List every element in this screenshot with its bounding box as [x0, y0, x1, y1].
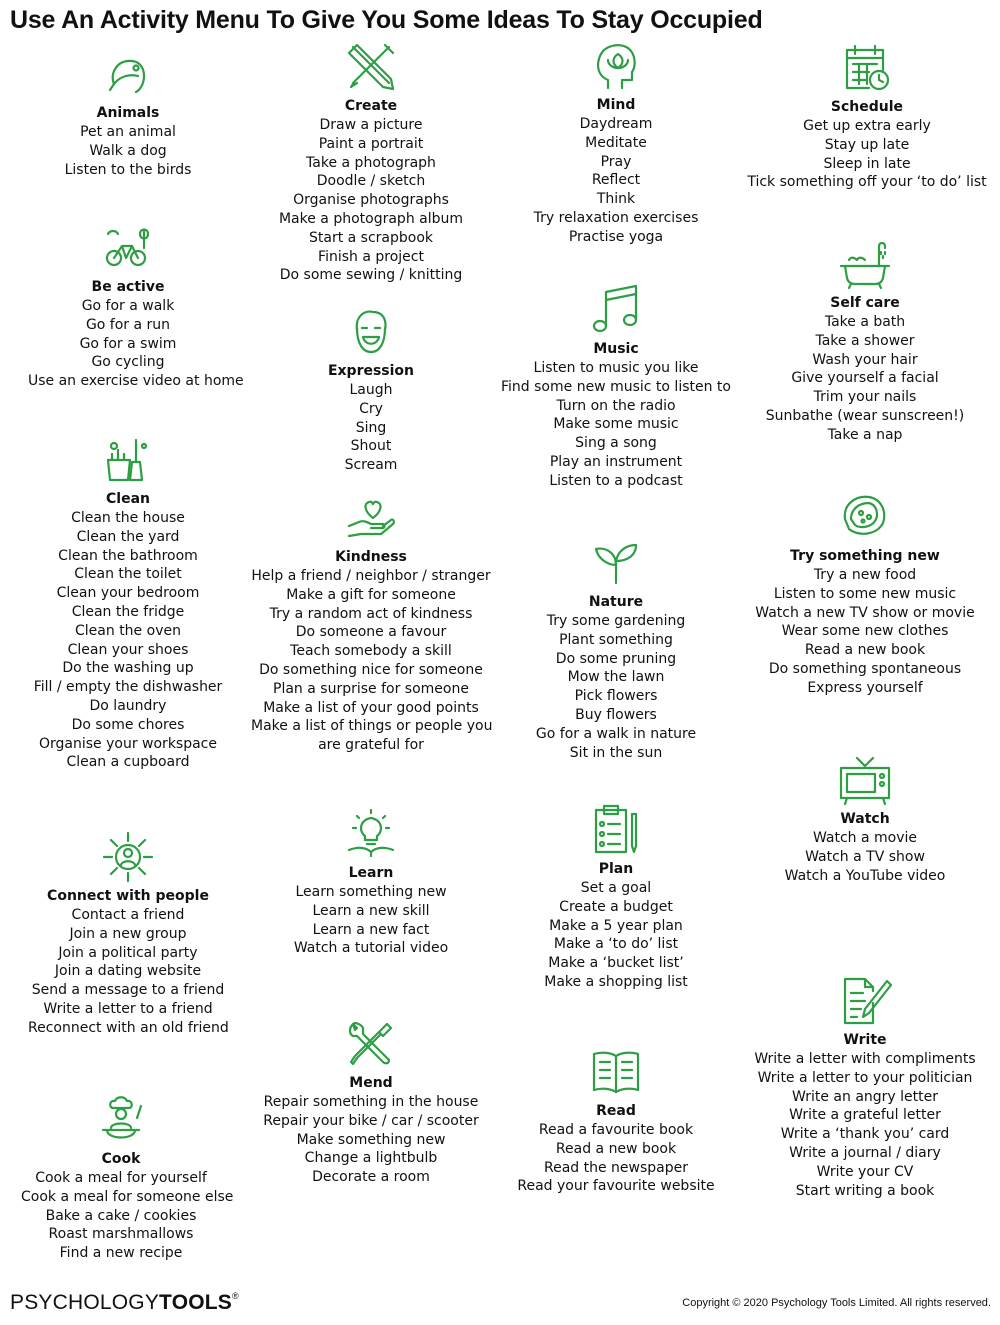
list-item: Make a gift for someone [286, 586, 456, 603]
category-expression [251, 304, 491, 475]
category-title: Be active [91, 279, 165, 295]
list-item: Clean a cupboard [66, 754, 190, 771]
list-item: Go for a walk [81, 298, 175, 314]
category-learn [251, 806, 491, 958]
category-connect-with-people [28, 829, 228, 1038]
list-item: Pray [600, 153, 632, 170]
list-item: Make a 5 year plan [549, 917, 683, 934]
list-item: Repair something in the house [263, 1094, 479, 1110]
list-item: Make a list of your good points [263, 699, 479, 716]
clipboard-icon [588, 802, 644, 858]
category-write [745, 973, 985, 1200]
list-item: Find a new recipe [59, 1245, 183, 1262]
list-item: Write a ‘thank you’ card [780, 1126, 950, 1143]
list-item: Write a journal / diary [789, 1144, 941, 1161]
bicycle-icon [100, 220, 156, 276]
list-item: Decorate a room [312, 1169, 430, 1186]
list-item: Reconnect with an old friend [28, 1019, 229, 1036]
list-item: Pick flowers [574, 688, 658, 705]
list-item: Wash your hair [812, 351, 918, 368]
list-item: Paint a portrait [318, 135, 424, 152]
category-kindness [251, 490, 491, 755]
list-item: Start a scrapbook [308, 229, 434, 246]
category-watch [745, 752, 985, 885]
cleaning-icon [100, 432, 156, 488]
list-item: Watch a YouTube video [784, 867, 946, 884]
category-animals [28, 46, 228, 179]
category-music [496, 282, 736, 491]
list-item: Listen to the birds [64, 161, 192, 178]
list-item: Listen to music you like [533, 360, 699, 376]
category-title: Animals [96, 105, 160, 121]
list-item: Start writing a book [795, 1182, 935, 1199]
list-item: Learn a new fact [312, 921, 430, 938]
list-item: Take a bath [824, 314, 906, 330]
list-item: Write a grateful letter [789, 1107, 941, 1124]
pen-paper-icon [837, 973, 893, 1029]
list-item: Clean the fridge [71, 603, 185, 620]
list-item: Think [596, 191, 636, 208]
list-item: Watch a movie [812, 830, 918, 846]
list-item: Sing [355, 419, 387, 436]
list-item: Laugh [349, 382, 393, 398]
list-item: Clean your shoes [67, 641, 189, 658]
copyright-notice: Copyright © 2020 Psychology Tools Limited. All rights reserved. [682, 1297, 991, 1309]
list-item: Draw a picture [319, 117, 423, 133]
laughing-face-icon [343, 304, 399, 360]
wrench-screwdriver-icon [343, 1016, 399, 1072]
page-title: Use An Activity Menu To Give You Some Ideas To Stay Occupied [10, 6, 763, 34]
list-item: Cry [359, 400, 383, 417]
list-item: Pet an animal [80, 124, 176, 140]
list-item: Make some music [553, 416, 679, 433]
list-item: Join a political party [58, 944, 198, 961]
toucan-icon [100, 46, 156, 102]
list-item: Mow the lawn [567, 669, 665, 686]
category-title: Read [596, 1103, 636, 1119]
list-item: Tick something off your ‘to do’ list [747, 174, 987, 191]
lightbulb-book-icon [343, 806, 399, 862]
list-item: Make a photograph album [278, 210, 464, 227]
category-title: Kindness [335, 549, 407, 565]
pizza-icon [837, 489, 893, 545]
list-item: Watch a TV show [805, 848, 925, 865]
list-item: Shout [350, 438, 392, 455]
list-item: Make a ‘bucket list’ [548, 955, 684, 972]
list-item: Bake a cake / cookies [45, 1207, 197, 1224]
list-item: Write an angry letter [792, 1088, 938, 1105]
list-item: Finish a project [318, 248, 424, 265]
list-item: Do some pruning [555, 650, 677, 667]
list-item: Read your favourite website [517, 1178, 715, 1195]
list-item: Give yourself a facial [791, 370, 939, 387]
category-title: Nature [588, 594, 644, 610]
list-item: Express yourself [807, 679, 923, 696]
list-item: Create a budget [559, 898, 673, 915]
calendar-clock-icon [839, 40, 895, 96]
list-item: Clean your bedroom [56, 585, 200, 602]
list-item: Sleep in late [823, 155, 911, 172]
list-item: Go for a run [85, 316, 171, 333]
list-item: Make something new [296, 1131, 446, 1148]
list-item: Change a lightbulb [304, 1150, 438, 1167]
list-item: Help a friend / neighbor / stranger [251, 568, 491, 584]
list-item: Teach somebody a skill [290, 643, 452, 660]
category-title: Clean [106, 491, 150, 507]
list-item: Learn a new skill [312, 902, 430, 919]
category-schedule [747, 40, 987, 192]
registered-mark: ® [232, 1291, 239, 1301]
list-item: Clean the bathroom [58, 547, 198, 564]
list-item: Make a shopping list [544, 973, 688, 990]
category-title: Try something new [790, 548, 940, 564]
list-item: Sit in the sun [569, 744, 663, 761]
category-title: Schedule [830, 99, 904, 115]
list-item: Join a new group [69, 925, 187, 942]
list-item: Clean the house [71, 510, 185, 526]
list-item: Practise yoga [568, 228, 664, 245]
list-item: Listen to a podcast [549, 472, 683, 489]
category-self-care [745, 236, 985, 445]
list-item: Roast marshmallows [48, 1226, 194, 1243]
list-item: Do someone a favour [295, 624, 447, 641]
list-item: Cook a meal for yourself [35, 1170, 207, 1186]
list-item: Take a nap [827, 426, 903, 443]
list-item: Try a random act of kindness [269, 605, 473, 622]
heart-hand-icon [343, 490, 399, 546]
pencil-brush-icon [343, 39, 399, 95]
category-cook [21, 1092, 234, 1263]
bathtub-icon [837, 236, 893, 292]
list-item: Set a goal [580, 880, 652, 896]
network-icon [100, 829, 156, 885]
category-title: Watch [840, 811, 890, 827]
category-title: Cook [101, 1151, 141, 1167]
logo-text-part1: PSYCHOLOGY [10, 1291, 160, 1314]
list-item: Join a dating website [54, 963, 202, 980]
list-item: Send a message to a friend [31, 982, 225, 999]
list-item: Do the washing up [62, 660, 194, 677]
music-note-icon [588, 282, 644, 338]
list-item: Buy flowers [575, 706, 657, 723]
brand-logo [10, 1291, 239, 1315]
category-title: Self care [830, 295, 900, 311]
list-item: Doodle / sketch [316, 173, 426, 190]
category-be-active [28, 220, 244, 391]
list-item: Do laundry [89, 697, 167, 714]
list-item: Sunbathe (wear sunscreen!) [765, 407, 965, 424]
list-item: Wear some new clothes [781, 623, 949, 640]
list-item: Sing a song [575, 435, 657, 452]
list-item: Try a new food [813, 567, 917, 583]
list-item: Try some gardening [546, 613, 686, 629]
list-item: Clean the yard [76, 528, 180, 545]
list-item: are grateful for [318, 737, 424, 754]
category-title: Connect with people [47, 888, 209, 904]
list-item: Watch a new TV show or movie [755, 604, 975, 621]
list-item: Do some chores [71, 716, 185, 733]
category-clean [28, 432, 228, 772]
list-item: Write a letter to a friend [43, 1000, 213, 1017]
category-title: Music [593, 341, 639, 357]
list-item: Go cycling [91, 354, 165, 371]
list-item: Plant something [559, 631, 673, 648]
category-nature [496, 535, 736, 762]
category-title: Create [344, 98, 398, 114]
list-item: Cook a meal for someone else [21, 1188, 234, 1205]
category-title: Mend [349, 1075, 393, 1091]
list-item: Take a shower [815, 332, 915, 349]
list-item: Meditate [585, 134, 647, 151]
category-read [496, 1044, 736, 1196]
list-item: Fill / empty the dishwasher [33, 679, 223, 696]
list-item: Take a photograph [306, 154, 436, 171]
category-mend [251, 1016, 491, 1187]
list-item: Read a new book [804, 642, 926, 659]
list-item: Reflect [591, 172, 641, 189]
list-item: Contact a friend [71, 907, 185, 923]
list-item: Go for a walk in nature [535, 725, 697, 742]
list-item: Stay up late [824, 136, 910, 153]
list-item: Organise photographs [293, 192, 449, 209]
list-item: Write a letter to your politician [757, 1069, 973, 1086]
category-title: Write [843, 1032, 887, 1048]
list-item: Read a new book [555, 1140, 677, 1157]
list-item: Clean the oven [75, 622, 181, 639]
list-item: Read a favourite book [538, 1122, 694, 1138]
list-item: Plan a surprise for someone [273, 680, 469, 697]
list-item: Use an exercise video at home [28, 373, 244, 390]
list-item: Turn on the radio [556, 397, 676, 414]
sprout-icon [588, 535, 644, 591]
category-try-something-new [745, 489, 985, 698]
list-item: Daydream [579, 116, 653, 132]
list-item: Try relaxation exercises [533, 209, 699, 226]
list-item: Do something nice for someone [259, 661, 483, 678]
list-item: Trim your nails [813, 389, 917, 406]
list-item: Write a letter with compliments [754, 1051, 976, 1067]
category-title: Learn [348, 865, 394, 881]
list-item: Do something spontaneous [768, 660, 962, 677]
head-lotus-icon [588, 38, 644, 94]
tv-icon [837, 752, 893, 808]
list-item: Get up extra early [803, 118, 931, 134]
category-title: Mind [596, 97, 636, 113]
list-item: Make a list of things or people you [251, 718, 493, 735]
list-item: Repair your bike / car / scooter [263, 1112, 479, 1129]
list-item: Walk a dog [89, 142, 167, 159]
chef-icon [93, 1092, 149, 1148]
list-item: Make a ‘to do’ list [553, 936, 679, 953]
list-item: Watch a tutorial video [293, 940, 449, 957]
category-title: Expression [327, 363, 415, 379]
open-book-icon [588, 1044, 644, 1100]
list-item: Organise your workspace [39, 735, 217, 752]
category-title: Plan [598, 861, 634, 877]
category-mind [496, 38, 736, 247]
list-item: Play an instrument [549, 453, 683, 470]
list-item: Scream [344, 457, 398, 474]
list-item: Go for a swim [79, 335, 177, 352]
list-item: Find some new music to listen to [501, 378, 731, 395]
category-plan [496, 802, 736, 992]
list-item: Clean the toilet [74, 566, 182, 583]
list-item: Read the newspaper [543, 1159, 688, 1176]
list-item: Learn something new [295, 884, 447, 900]
category-create [251, 39, 491, 285]
list-item: Do some sewing / knitting [279, 267, 463, 284]
logo-text-part2: TOOLS [159, 1291, 232, 1314]
list-item: Write your CV [816, 1163, 914, 1180]
list-item: Listen to some new music [773, 585, 957, 602]
